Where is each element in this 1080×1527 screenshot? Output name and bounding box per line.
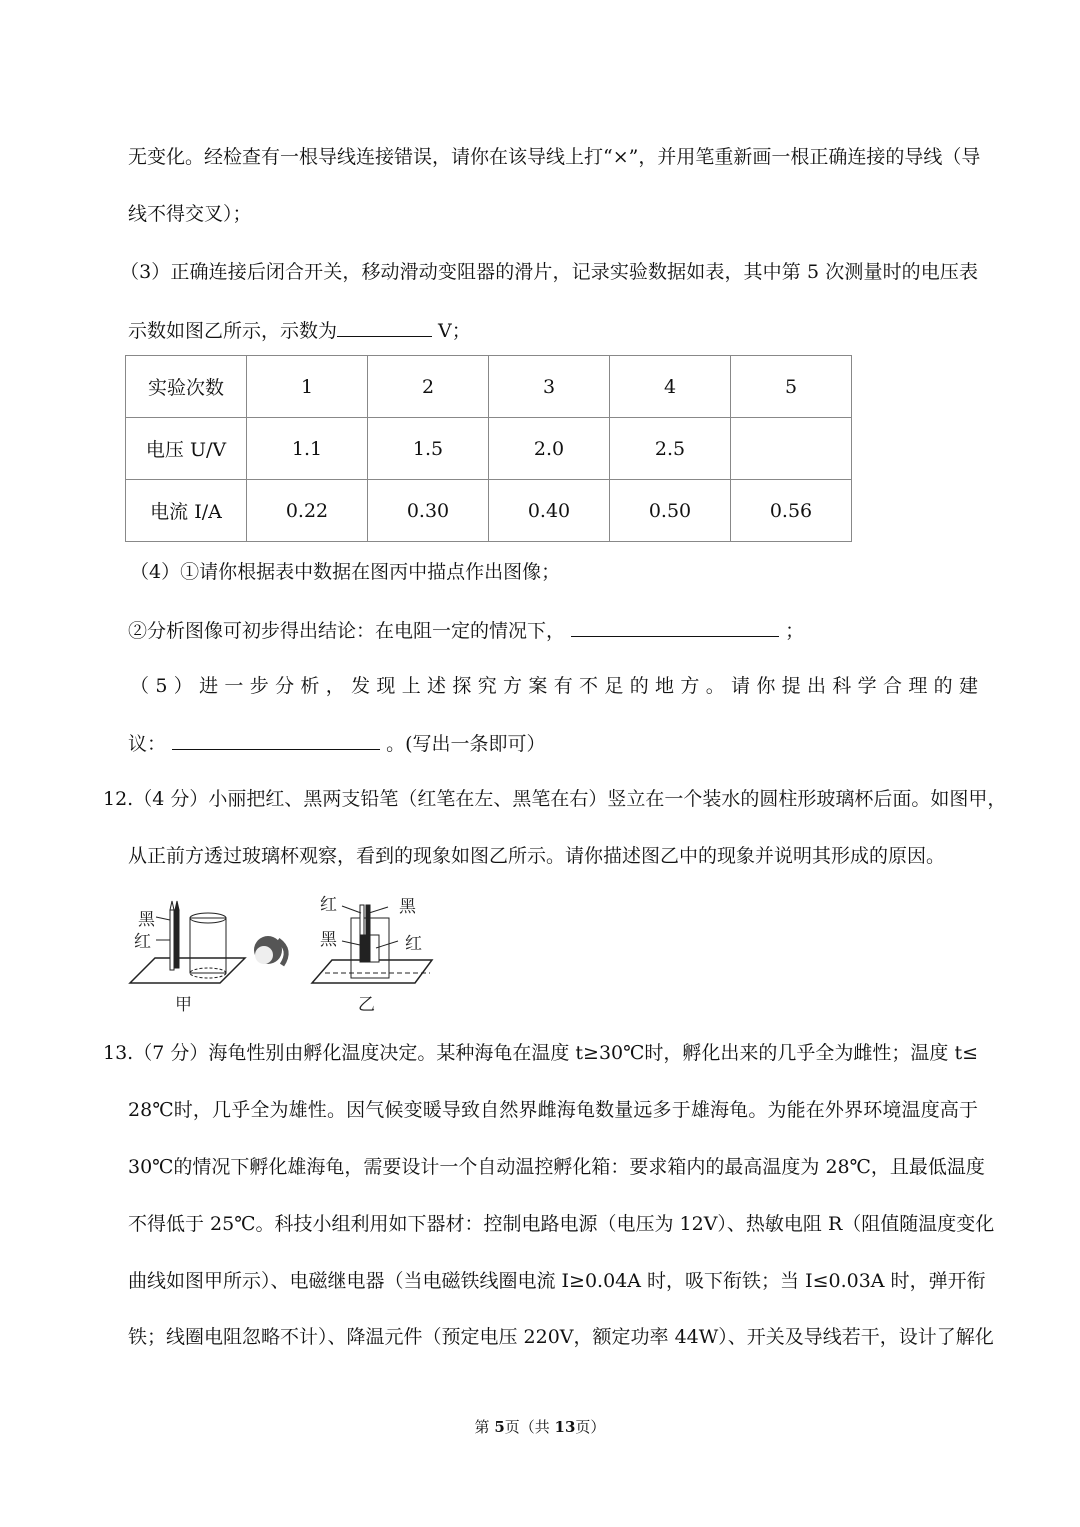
label-red-top: 红 bbox=[320, 895, 337, 915]
table-cell: 电压 U/V bbox=[126, 418, 247, 480]
label-black-top: 黑 bbox=[399, 897, 416, 917]
girl-head-icon bbox=[254, 936, 286, 965]
text: 。(写出一条即可） bbox=[386, 733, 546, 755]
label-black-mid: 黑 bbox=[320, 930, 337, 950]
page-footer bbox=[0, 1416, 1080, 1437]
table-row bbox=[126, 418, 852, 480]
table-cell: 0.56 bbox=[731, 480, 852, 542]
table-cell: 2 bbox=[368, 356, 489, 418]
label-red-mid: 红 bbox=[405, 934, 422, 954]
text-line: 28℃时，几乎全为雄性。因气候变暖导致自然界雌海龟数量远多于雄海龟。为能在外界环境温度高于 bbox=[128, 1099, 978, 1121]
footer-text: 第 bbox=[474, 1418, 495, 1436]
page-number: 5 bbox=[494, 1418, 505, 1436]
text-line bbox=[128, 316, 978, 344]
table-cell: 1 bbox=[247, 356, 368, 418]
label-black: 黑 bbox=[138, 910, 155, 930]
text-line: 30℃的情况下孵化雄海龟，需要设计一个自动温控孵化箱：要求箱内的最高温度为 28℃，且最低温度 bbox=[128, 1156, 985, 1178]
total-pages: 13 bbox=[554, 1418, 576, 1436]
label-red: 红 bbox=[134, 932, 151, 952]
text-line: （4）①请你根据表中数据在图丙中描点作出图像； bbox=[130, 561, 561, 583]
text-line bbox=[128, 729, 978, 757]
text-line: 线不得交叉）； bbox=[128, 203, 252, 225]
text-line: 铁；线圈电阻忽略不计）、降温元件（预定电压 220V，额定功率 44W）、开关及导线若干，设计了解化 bbox=[128, 1326, 994, 1348]
text-line bbox=[128, 616, 978, 644]
figure-yi bbox=[312, 895, 432, 1015]
table-cell: 0.22 bbox=[247, 480, 368, 542]
figure-jia bbox=[130, 901, 245, 1015]
text-line: （5）进一步分析，发现上述探究方案有不足的地方。请你提出科学合理的建 bbox=[130, 675, 978, 697]
text: 示数如图乙所示，示数为 bbox=[128, 320, 338, 342]
table-cell: 2.0 bbox=[489, 418, 610, 480]
footer-text: 页） bbox=[575, 1418, 606, 1436]
answer-blank[interactable] bbox=[172, 729, 380, 750]
table-cell: 0.30 bbox=[368, 480, 489, 542]
text-line: 不得低于 25℃。科技小组利用如下器材：控制电路电源（电压为 12V）、热敏电阻 R（阻值随温度变化 bbox=[128, 1213, 995, 1235]
table-cell: 3 bbox=[489, 356, 610, 418]
table-cell: 0.40 bbox=[489, 480, 610, 542]
caption-jia: 甲 bbox=[175, 995, 192, 1015]
text: 议： bbox=[128, 733, 167, 755]
table-cell: 5 bbox=[731, 356, 852, 418]
text: ； bbox=[785, 620, 805, 642]
table-cell: 1.1 bbox=[247, 418, 368, 480]
data-table bbox=[125, 355, 852, 542]
table-row bbox=[126, 356, 852, 418]
question-12: 12.（4 分）小丽把红、黑两支铅笔（红笔在左、黑笔在右）竖立在一个装水的圆柱形玻璃杯后面。如图甲， bbox=[103, 788, 1007, 810]
question-13: 13.（7 分）海龟性别由孵化温度决定。某种海龟在温度 t≥30℃时，孵化出来的几乎全为雌性；温度 t≤ bbox=[103, 1042, 978, 1064]
footer-text: 页（共 bbox=[504, 1418, 555, 1436]
text-line: 曲线如图甲所示）、电磁继电器（当电磁铁线圈电流 I≥0.04A 时，吸下衔铁；当 I≤0.03A 时，弹开衔 bbox=[128, 1270, 986, 1292]
answer-blank[interactable] bbox=[571, 616, 779, 637]
table-cell bbox=[731, 418, 852, 480]
text-line: 从正前方透过玻璃杯观察，看到的现象如图乙所示。请你描述图乙中的现象并说明其形成的原因。 bbox=[128, 845, 946, 867]
text-line: （3）正确连接后闭合开关，移动滑动变阻器的滑片，记录实验数据如表，其中第 5 次测量时的电压表 bbox=[120, 261, 978, 283]
table-cell: 0.50 bbox=[610, 480, 731, 542]
table-cell: 实验次数 bbox=[126, 356, 247, 418]
table-cell: 2.5 bbox=[610, 418, 731, 480]
table-cell: 1.5 bbox=[368, 418, 489, 480]
table-cell: 电流 I/A bbox=[126, 480, 247, 542]
answer-blank[interactable] bbox=[337, 316, 432, 337]
text: ②分析图像可初步得出结论：在电阻一定的情况下， bbox=[128, 620, 566, 642]
table-row bbox=[126, 480, 852, 542]
text: V； bbox=[432, 320, 471, 342]
pencil-glass-figure bbox=[120, 885, 450, 1015]
caption-yi: 乙 bbox=[358, 995, 375, 1015]
text-line: 无变化。经检查有一根导线连接错误，请你在该导线上打“×”，并用笔重新画一根正确连接的导线（导 bbox=[128, 146, 981, 168]
table-cell: 4 bbox=[610, 356, 731, 418]
